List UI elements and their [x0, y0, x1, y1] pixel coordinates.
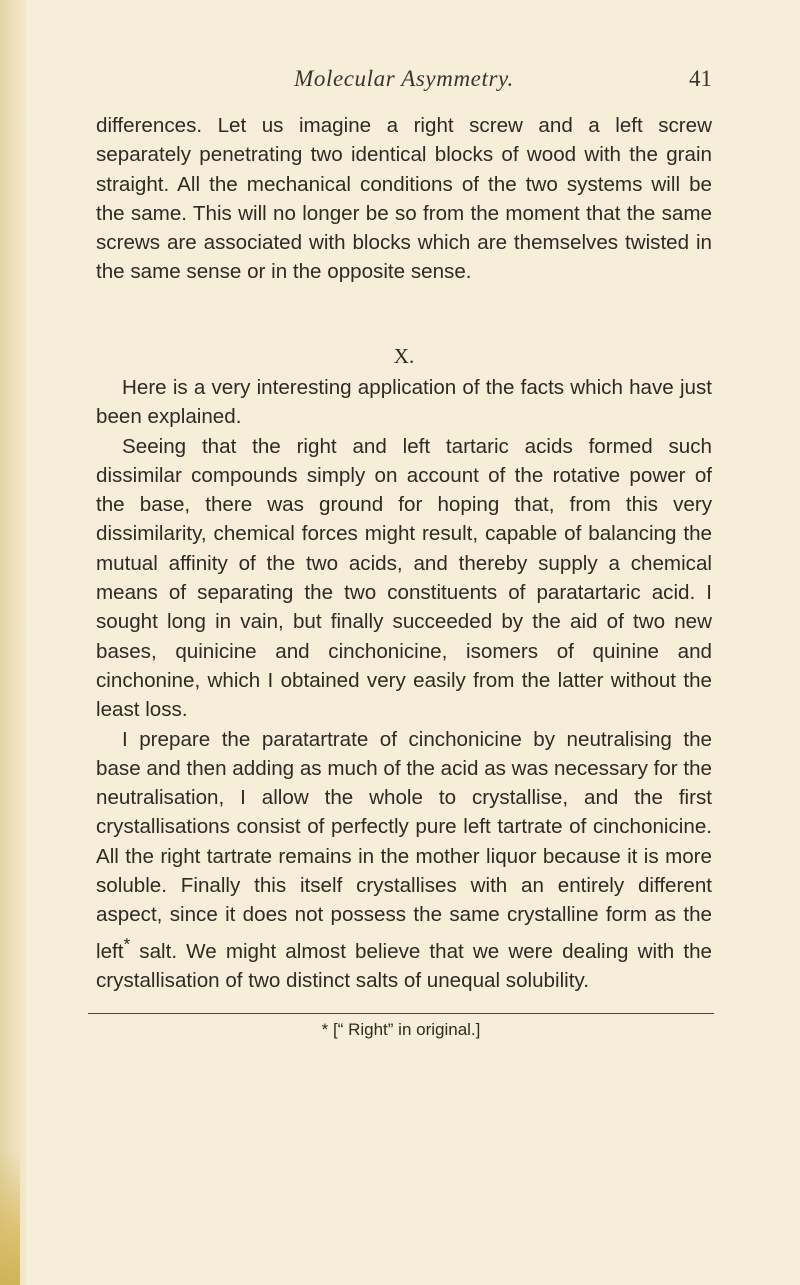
paragraph-text: I prepare the paratartrate of cinchonicine by neutralising the base and then adding as much of the acid as was necessary for the neutralisation, I allow the whole to crystallise, and the first crystallisations consist of perfectly pure left tartrate of cinchonicine. All the right tartrate remains in the mother liquor because it is more soluble. Finally this itself crystallises with an entirely different aspect, since it does not possess the same crystalline form as the left [96, 727, 712, 963]
paragraph-text: salt. We might almost believe that we were dealing with the crystallisation of two distinct salts of unequal solubility. [96, 939, 712, 992]
paragraph: differences. Let us imagine a right screw and a left screw separately penetrating two identical blocks of wood with the grain straight. All the mechanical conditions of the two systems will be the same. This will no longer be so from the moment that the same screws are associated with blocks which are themselves twisted in the same sense or in the opposite sense. [96, 114, 712, 284]
paragraph [96, 725, 712, 996]
paragraph: Seeing that the right and left tartaric acids formed such dissimilar compounds simply on account of the rotative power of the base, there was ground for hoping that, from this very dissimilarity, chemical forces might result, capable of balancing the mutual affinity of the two acids, and thereby supply a chemical means of separating the two constituents of paratartaric acid. I sought long in vain, but finally succeeded by the aid of two new bases, quinicine and cinchonicine, isomers of quinine and cinchonine, which I obtained very easily from the latter without the least loss. [96, 434, 712, 722]
running-title: Molecular Asymmetry. [294, 66, 514, 91]
footnote-text: [“ Right” in original.] [332, 1020, 481, 1039]
footnote-marker: * [321, 1020, 329, 1039]
section-heading: X. [393, 344, 415, 368]
paragraph: Here is a very interesting application of the facts which have just been explained. [96, 376, 712, 429]
page-number: 41 [689, 66, 712, 91]
binding-edge [0, 0, 26, 1285]
footnote [88, 1020, 714, 1040]
text-top [96, 111, 712, 287]
page-stain [0, 1150, 20, 1285]
text-body [96, 373, 712, 995]
footnote-reference: * [123, 933, 131, 954]
running-head [96, 66, 712, 106]
footnote-rule [88, 1013, 714, 1014]
